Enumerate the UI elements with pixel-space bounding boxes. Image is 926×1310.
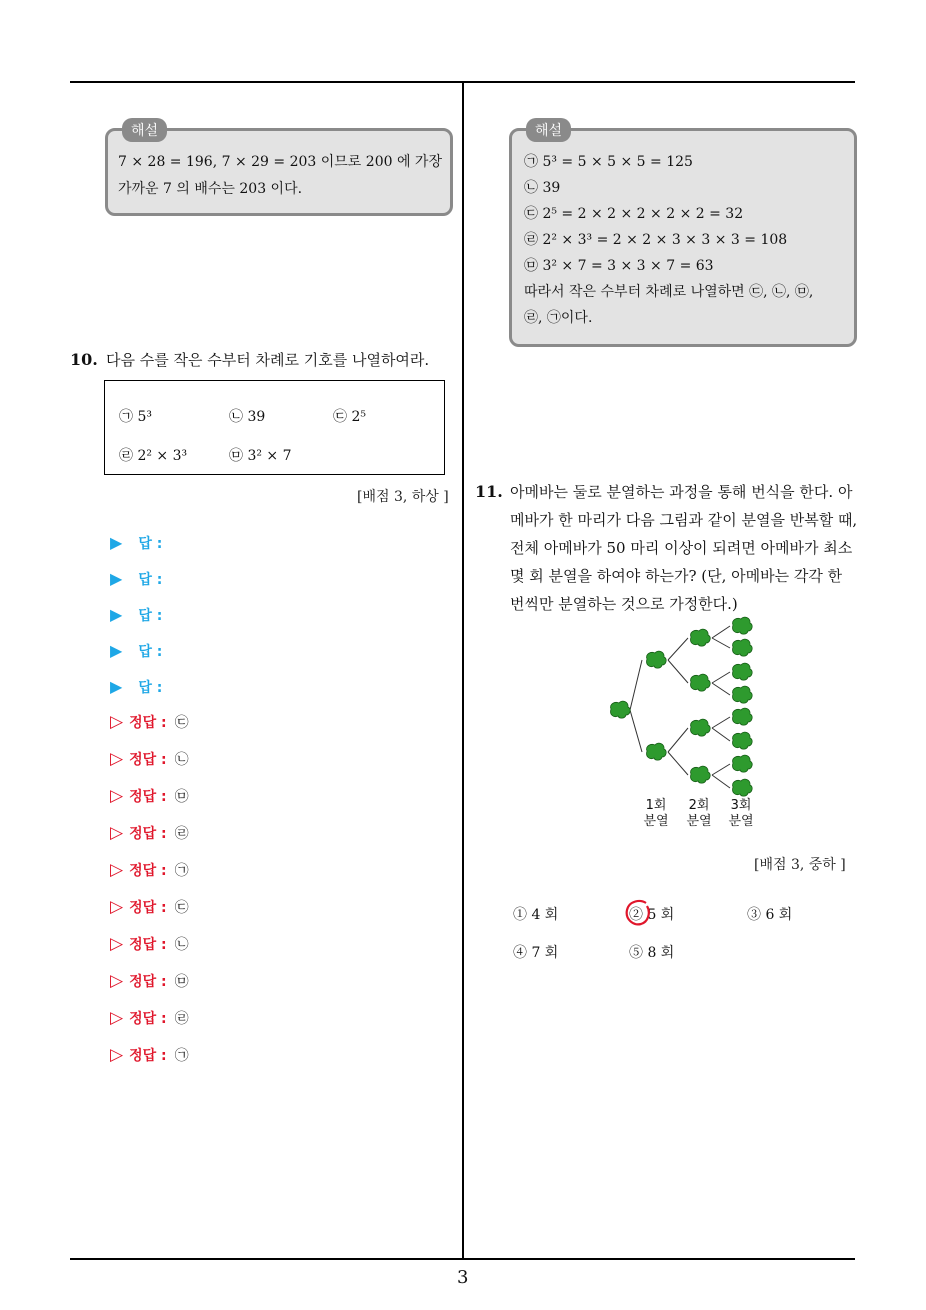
correct-answer-row: ▷ 정답 : ㉠ <box>110 1045 189 1065</box>
correct-answer-row: ▷ 정답 : ㉢ <box>110 897 189 917</box>
triangle-outline-icon: ▷ <box>110 1045 124 1065</box>
correct-answer-row: ▷ 정답 : ㉣ <box>110 1008 189 1028</box>
solution-line: ㉠ 5³ = 5 × 5 × 5 = 125 <box>524 154 693 170</box>
solution-tag: 해설 <box>526 118 571 142</box>
question-line: 아메바는 둘로 분열하는 과정을 통해 번식을 한다. 아 <box>510 483 853 501</box>
choice-1[interactable]: ① 4 회 <box>513 907 559 923</box>
triangle-outline-icon: ▷ <box>110 823 124 843</box>
choice-4[interactable]: ④ 7 회 <box>513 945 559 961</box>
correct-answer-row: ▷ 정답 : ㉣ <box>110 823 189 843</box>
question-line: 전체 아메바가 50 마리 이상이 되려면 아메바가 최소 <box>510 539 853 557</box>
option-e: ㉤ 3² × 7 <box>229 448 292 464</box>
solution-box-q10 <box>509 123 857 347</box>
question-number-11: 11. <box>475 482 503 501</box>
solution-line: 따라서 작은 수부터 차례로 나열하면 ㉢, ㉡, ㉤, <box>524 284 814 300</box>
solution-box-q9 <box>105 123 453 216</box>
play-icon: ▶ <box>110 641 123 660</box>
options-box-q10 <box>104 380 445 475</box>
question-line: 메바가 한 마리가 다음 그림과 같이 분열을 반복할 때, <box>510 511 858 529</box>
option-a: ㉠ 5³ <box>119 409 152 425</box>
choice-3[interactable]: ③ 6 회 <box>747 907 793 923</box>
question-number-10: 10. <box>70 350 98 369</box>
correct-answer-row: ▷ 정답 : ㉤ <box>110 971 189 991</box>
correct-answer-row: ▷ 정답 : ㉠ <box>110 860 189 880</box>
correct-answer-row: ▷ 정답 : ㉡ <box>110 934 189 954</box>
answer-input-row[interactable]: ▶ 답 : <box>110 533 163 552</box>
triangle-outline-icon: ▷ <box>110 712 124 732</box>
solution-line: ㉤ 3² × 7 = 3 × 3 × 7 = 63 <box>524 258 714 274</box>
choice-2[interactable]: ② 5 회 <box>629 907 675 923</box>
amoeba-division-figure <box>600 610 770 800</box>
play-icon: ▶ <box>110 677 123 696</box>
solution-tag: 해설 <box>122 118 167 142</box>
correct-answer-row: ▷ 정답 : ㉤ <box>110 786 189 806</box>
amoeba-cells <box>611 617 753 796</box>
solution-line: ㉣ 2² × 3³ = 2 × 2 × 3 × 3 × 3 = 108 <box>524 232 788 248</box>
division-label-1: 1회 분열 <box>643 798 669 829</box>
answer-input-row[interactable]: ▶ 답 : <box>110 569 163 588</box>
triangle-outline-icon: ▷ <box>110 749 124 769</box>
option-b: ㉡ 39 <box>229 409 266 425</box>
division-label-3: 3회 분열 <box>728 798 754 829</box>
solution-line: 가까운 7 의 배수는 203 이다. <box>118 181 303 197</box>
question-line: 몇 회 분열을 하여야 하는가? (단, 아메바는 각각 한 <box>510 567 843 585</box>
play-icon: ▶ <box>110 533 123 552</box>
solution-line: ㉣, ㉠이다. <box>524 310 593 326</box>
answer-input-row[interactable]: ▶ 답 : <box>110 641 163 660</box>
solution-line: ㉢ 2⁵ = 2 × 2 × 2 × 2 × 2 = 32 <box>524 206 744 222</box>
answer-input-row[interactable]: ▶ 답 : <box>110 605 163 624</box>
play-icon: ▶ <box>110 569 123 588</box>
division-label-2: 2회 분열 <box>686 798 712 829</box>
choice-5[interactable]: ⑤ 8 회 <box>629 945 675 961</box>
question-line: 번씩만 분열하는 것으로 가정한다.) <box>510 595 738 613</box>
triangle-outline-icon: ▷ <box>110 971 124 991</box>
option-d: ㉣ 2² × 3³ <box>119 448 188 464</box>
triangle-outline-icon: ▷ <box>110 934 124 954</box>
selection-circle-mark <box>622 897 654 929</box>
correct-answer-row: ▷ 정답 : ㉡ <box>110 749 189 769</box>
solution-line: 7 × 28 = 196, 7 × 29 = 203 이므로 200 에 가장 <box>118 154 442 170</box>
triangle-outline-icon: ▷ <box>110 786 124 806</box>
score-q10: [배점 3, 하상 ] <box>357 489 449 505</box>
bottom-rule <box>70 1258 855 1260</box>
triangle-outline-icon: ▷ <box>110 897 124 917</box>
option-c: ㉢ 2⁵ <box>333 409 366 425</box>
solution-line: ㉡ 39 <box>524 180 561 196</box>
triangle-outline-icon: ▷ <box>110 860 124 880</box>
correct-answer-row: ▷ 정답 : ㉢ <box>110 712 189 732</box>
question-text-10: 다음 수를 작은 수부터 차례로 기호를 나열하여라. <box>106 351 430 369</box>
answer-input-row[interactable]: ▶ 답 : <box>110 677 163 696</box>
play-icon: ▶ <box>110 605 123 624</box>
score-q11: [배점 3, 중하 ] <box>754 857 846 873</box>
page-number: 3 <box>457 1267 469 1288</box>
triangle-outline-icon: ▷ <box>110 1008 124 1028</box>
branch-lines <box>630 626 730 788</box>
column-divider <box>462 82 464 1259</box>
